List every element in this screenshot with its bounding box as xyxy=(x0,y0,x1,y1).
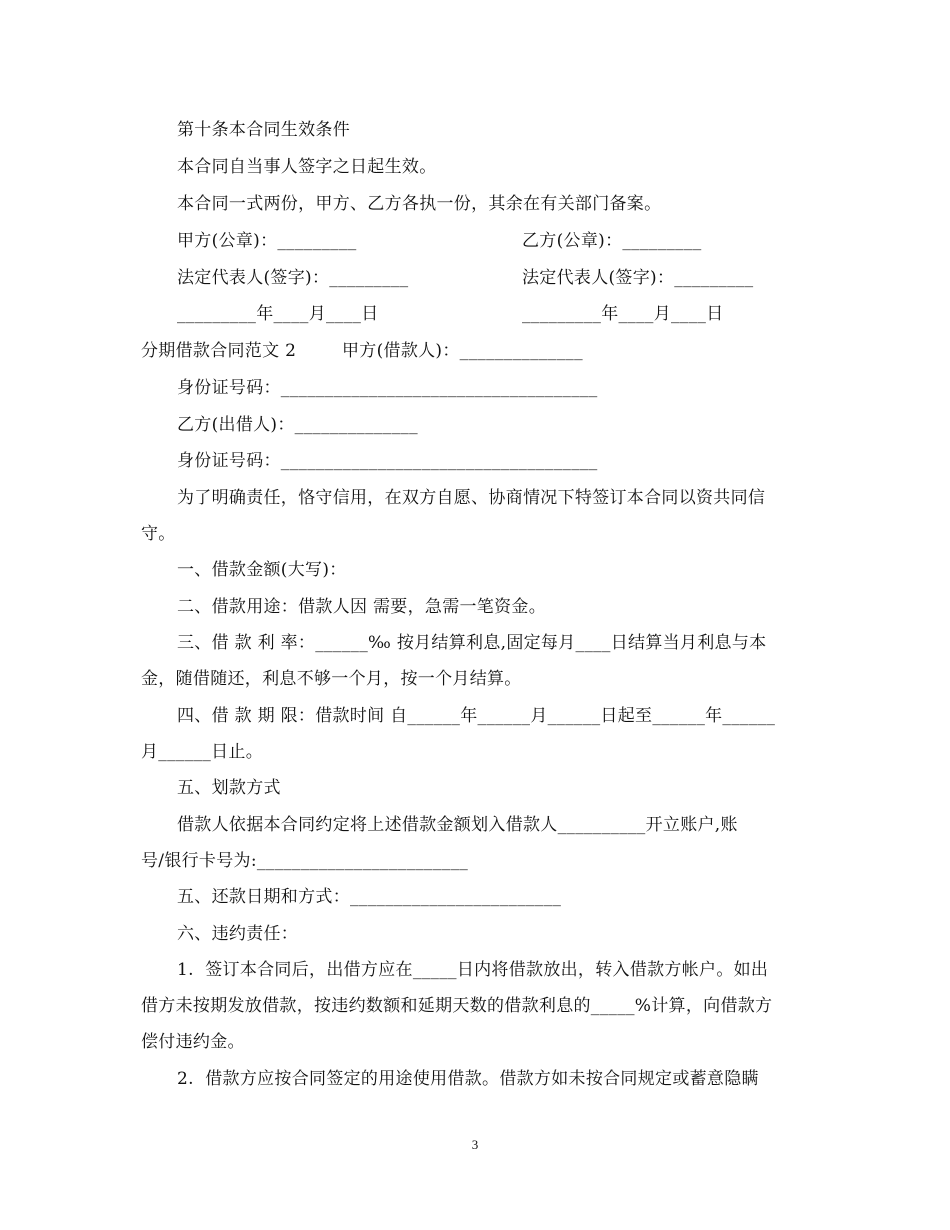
lender-field: 乙方(出借人)：______________ xyxy=(177,415,418,435)
paragraph-line: 月______日止。 xyxy=(141,742,263,762)
clause-loan-purpose: 二、借款用途：借款人因 需要，急需一笔资金。 xyxy=(177,597,547,617)
article-heading: 第十条本合同生效条件 xyxy=(177,120,350,140)
clause-loan-term: 四、借 款 期 限：借款时间 自______年______月______日起至______年______ xyxy=(177,706,776,726)
paragraph-line: 2. 借款方应按合同签定的用途使用借款。借款方如未按合同规定或蓄意隐瞒 xyxy=(177,1069,759,1089)
clause-loan-amount: 一、借款金额(大写)： xyxy=(177,560,347,580)
clause-interest-rate: 三、借 款 利 率：______‰ 按月结算利息,固定每月____日结算当月利息与本 xyxy=(177,633,767,653)
borrower-field: 甲方(借款人)：______________ xyxy=(342,341,583,361)
paragraph-line: 金，随借随还，利息不够一个月，按一个月结算。 xyxy=(141,669,522,689)
party-b-seal-field: 乙方(公章)：_________ xyxy=(522,231,702,251)
clause-transfer-method: 五、划款方式 xyxy=(177,778,281,798)
paragraph-line: 偿付违约金。 xyxy=(141,1032,245,1052)
paragraph-line: 号/银行卡号为:________________________ xyxy=(141,851,469,871)
page-number: 3 xyxy=(471,1137,479,1152)
party-b-date-field: _________年____月____日 xyxy=(522,304,724,324)
party-a-seal-field: 甲方(公章)：_________ xyxy=(177,231,357,251)
party-b-representative-field: 法定代表人(签字)：_________ xyxy=(522,268,754,288)
party-a-representative-field: 法定代表人(签字)：_________ xyxy=(177,268,409,288)
borrower-id-field: 身份证号码：____________________________________ xyxy=(177,378,598,398)
paragraph-line: 本合同一式两份，甲方、乙方各执一份，其余在有关部门备案。 xyxy=(177,194,662,214)
contract-title: 分期借款合同范文 2 xyxy=(141,341,297,361)
clause-liability: 六、违约责任： xyxy=(177,924,299,944)
paragraph-line: 借款人依据本合同约定将上述借款金额划入借款人__________开立账户,账 xyxy=(177,815,738,835)
paragraph-line: 借方未按期发放借款，按违约数额和延期天数的借款利息的_____%计算，向借款方 xyxy=(141,996,773,1016)
paragraph-line: 1. 签订本合同后，出借方应在_____日内将借款放出，转入借款方帐户。如出 xyxy=(177,960,769,980)
paragraph-line: 本合同自当事人签字之日起生效。 xyxy=(177,157,437,177)
lender-id-field: 身份证号码：____________________________________ xyxy=(177,451,598,471)
paragraph-line: 为了明确责任，恪守信用，在双方自愿、协商情况下特签订本合同以资共同信 xyxy=(177,488,766,508)
paragraph-line: 守。 xyxy=(141,524,176,544)
party-a-date-field: _________年____月____日 xyxy=(177,304,379,324)
clause-repayment: 五、还款日期和方式：________________________ xyxy=(177,887,562,907)
